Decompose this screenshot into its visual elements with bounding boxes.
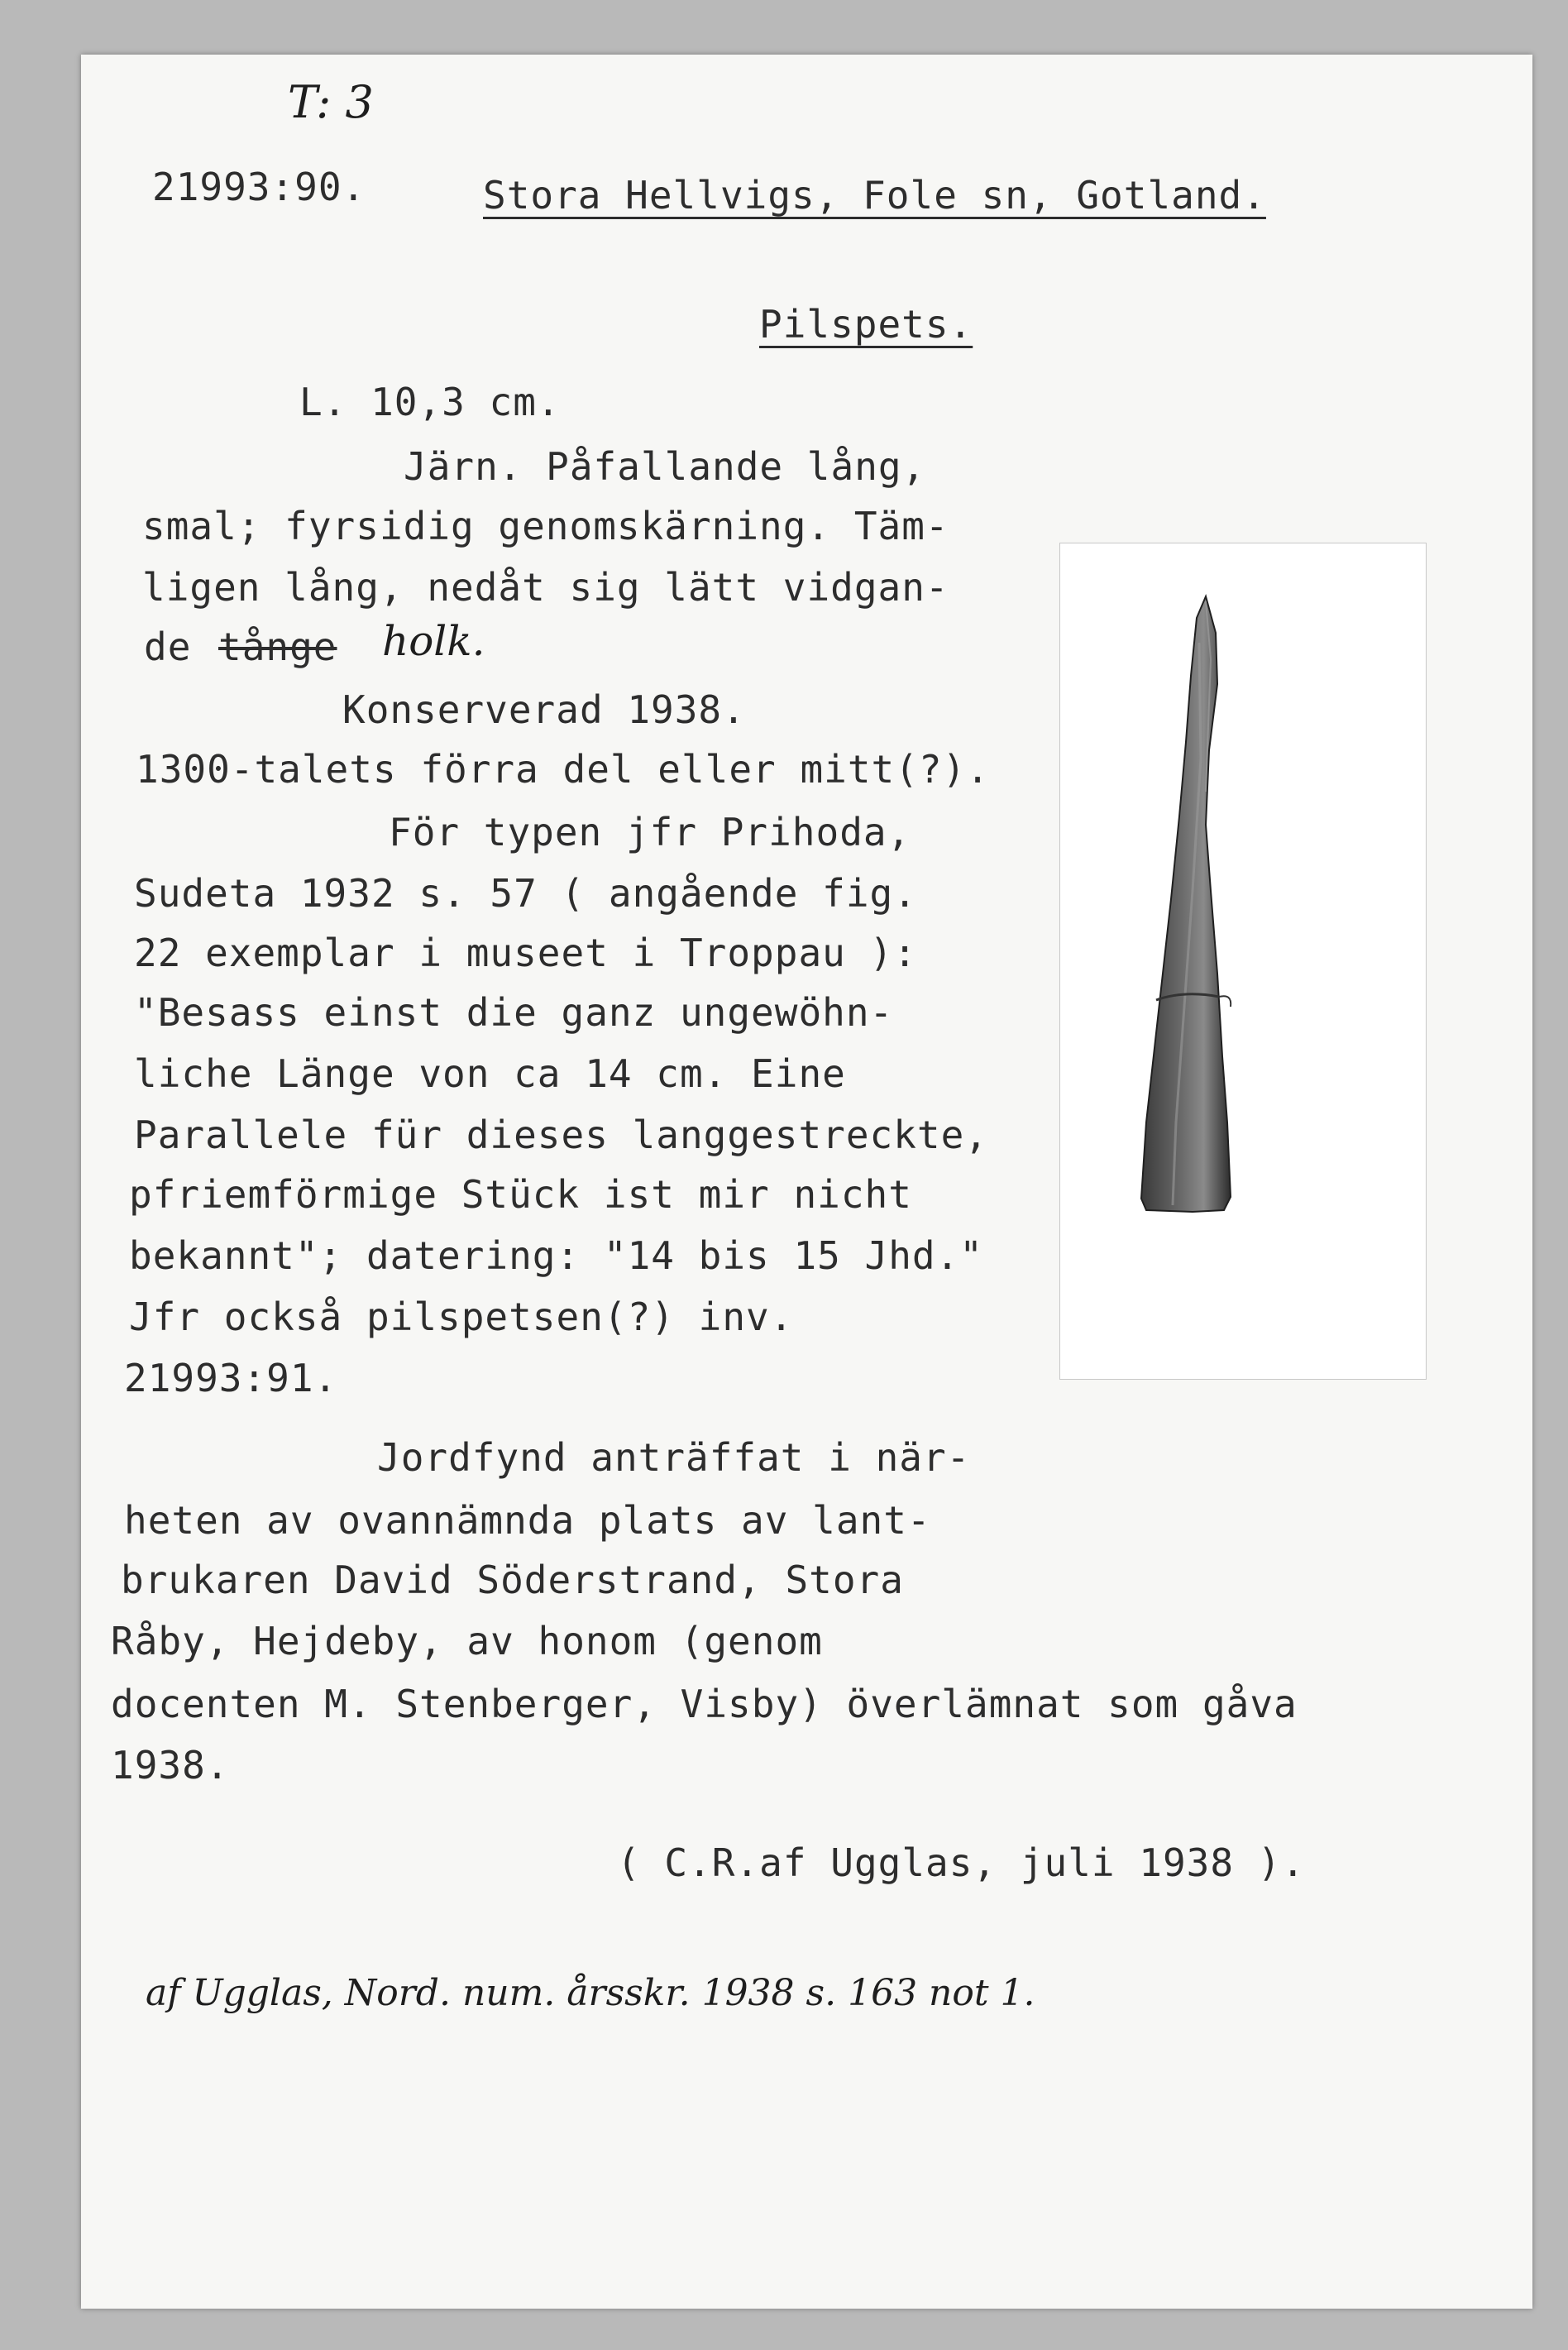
handwritten-correction: holk.: [382, 617, 485, 665]
artifact-photo: [1059, 543, 1427, 1380]
desc-line: 22 exemplar i museet i Troppau ):: [134, 931, 917, 975]
desc-line: 1300-talets förra del eller mitt(?).: [136, 747, 990, 792]
inventory-number: 21993:90.: [152, 165, 366, 209]
desc-line: För typen jfr Prihoda,: [389, 810, 911, 854]
handwritten-reference: af Ugglas, Nord. num. årsskr. 1938 s. 163 not 1.: [146, 1972, 1035, 2014]
desc-line: Jfr också pilspetsen(?) inv.: [129, 1295, 794, 1339]
catalog-mark: T: 3: [288, 76, 374, 128]
desc-line: Sudeta 1932 s. 57 ( angående fig.: [134, 871, 917, 916]
desc-line: L. 10,3 cm.: [299, 380, 561, 424]
arrowhead-image: [1060, 543, 1426, 1379]
object-name: Pilspets.: [759, 302, 973, 347]
desc-line: bekannt"; datering: "14 bis 15 Jhd.": [129, 1233, 983, 1278]
signature: ( C.R.af Ugglas, juli 1938 ).: [617, 1840, 1306, 1885]
desc-line: Konserverad 1938.: [342, 687, 746, 732]
desc-line: 1938.: [111, 1743, 230, 1788]
desc-line: Jordfynd anträffat i när-: [377, 1435, 971, 1480]
desc-line: "Besass einst die ganz ungewöhn-: [134, 990, 894, 1035]
desc-line: Järn. Påfallande lång,: [404, 444, 926, 489]
desc-line: smal; fyrsidig genomskärning. Täm-: [142, 504, 949, 548]
desc-line: liche Länge von ca 14 cm. Eine: [134, 1051, 846, 1096]
desc-line: ligen lång, nedåt sig lätt vidgan-: [142, 565, 949, 610]
desc-line: brukaren David Söderstrand, Stora: [121, 1558, 904, 1602]
desc-line: pfriemförmige Stück ist mir nicht: [129, 1172, 912, 1217]
catalog-card: [81, 55, 1532, 2309]
desc-line: de: [144, 625, 216, 669]
desc-line: Råby, Hejdeby, av honom (genom: [111, 1619, 823, 1663]
desc-line: heten av ovannämnda plats av lant-: [124, 1498, 931, 1543]
struck-word: tånge: [218, 625, 337, 669]
desc-line: 21993:91.: [124, 1356, 338, 1400]
desc-line: Parallele für dieses langgestreckte,: [134, 1113, 988, 1157]
desc-line: docenten M. Stenberger, Visby) överlämnat som gåva: [111, 1682, 1298, 1726]
findplace: Stora Hellvigs, Fole sn, Gotland.: [483, 173, 1266, 218]
